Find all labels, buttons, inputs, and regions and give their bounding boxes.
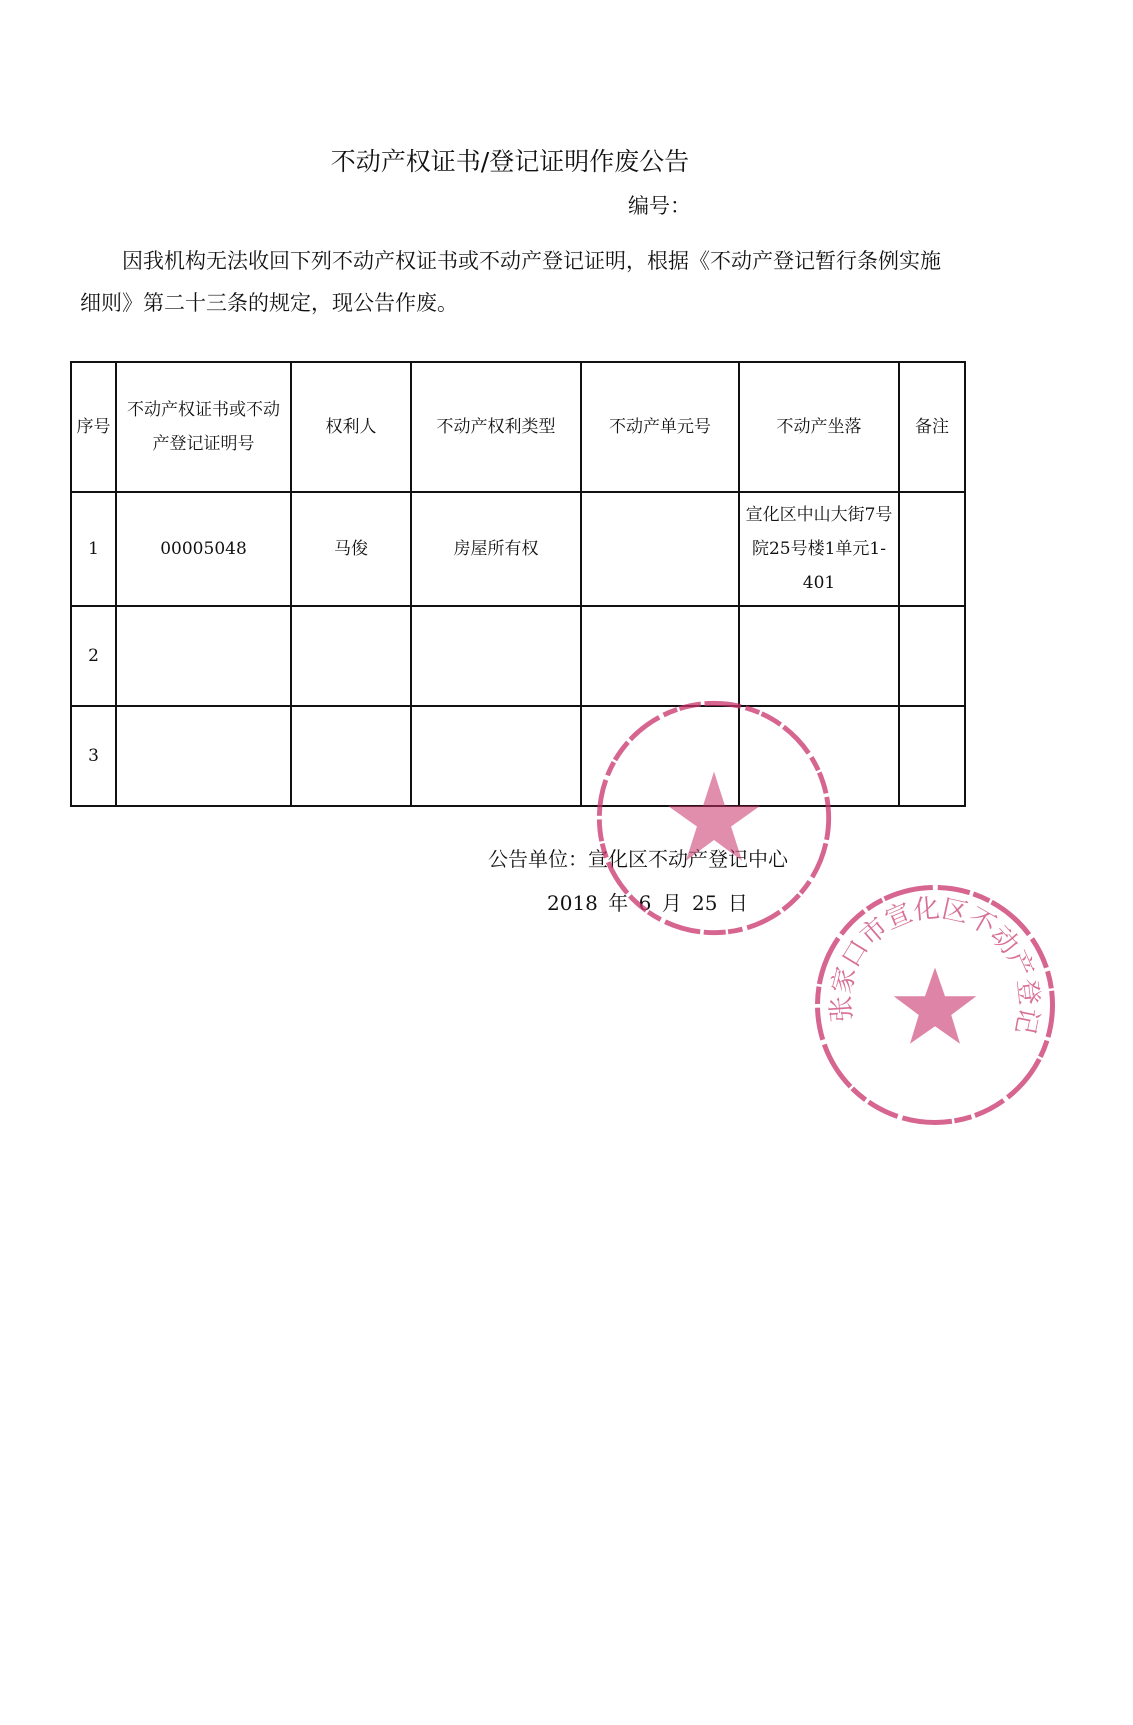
header-location: 不动产坐落: [739, 362, 899, 492]
cell-cert-no: [116, 706, 291, 806]
header-holder: 权利人: [291, 362, 411, 492]
cell-holder: [291, 606, 411, 706]
official-seal-stamp: [592, 696, 836, 940]
cell-location: [739, 606, 899, 706]
cell-location: 宣化区中山大街7号院25号楼1单元1-401: [739, 492, 899, 606]
notice-title: 不动产权证书/登记证明作废公告: [330, 147, 690, 176]
announcement-date: 2018 年 6 月 25 日: [547, 891, 748, 915]
cell-right-type: [411, 706, 581, 806]
table-row: [71, 492, 965, 606]
cell-cert-no: [116, 606, 291, 706]
table-header-row: [71, 362, 965, 492]
seal-star-icon: [668, 772, 761, 861]
cell-unit-no: [581, 492, 739, 606]
cell-remark: [899, 492, 965, 606]
header-unit-no: 不动产单元号: [581, 362, 739, 492]
seal-text-arc: 张家口市宣化区不动产登记: [826, 893, 1044, 1037]
cell-seq: 1: [71, 492, 116, 606]
announcing-unit: 公告单位：宣化区不动产登记中心: [488, 847, 788, 871]
cell-seq: 3: [71, 706, 116, 806]
cell-right-type: 房屋所有权: [411, 492, 581, 606]
header-remark: 备注: [899, 362, 965, 492]
header-right-type: 不动产权利类型: [411, 362, 581, 492]
seal-star-icon: [894, 968, 977, 1044]
notice-intro-paragraph: 因我机构无法收回下列不动产权证书或不动产登记证明，根据《不动产登记暂行条例实施细则》第二十三条的规定，现公告作废。: [80, 249, 941, 315]
cell-remark: [899, 706, 965, 806]
table-row: [71, 606, 965, 706]
cell-seq: 2: [71, 606, 116, 706]
cell-holder: 马俊: [291, 492, 411, 606]
cell-right-type: [411, 606, 581, 706]
registration-center-seal-stamp: [810, 880, 1060, 1130]
cell-holder: [291, 706, 411, 806]
cell-unit-no: [581, 606, 739, 706]
cell-cert-no: 00005048: [116, 492, 291, 606]
notice-number-label: 编号：: [628, 194, 691, 218]
header-cert-no: 不动产权证书或不动产登记证明号: [116, 362, 291, 492]
cell-remark: [899, 606, 965, 706]
header-seq: 序号: [71, 362, 116, 492]
